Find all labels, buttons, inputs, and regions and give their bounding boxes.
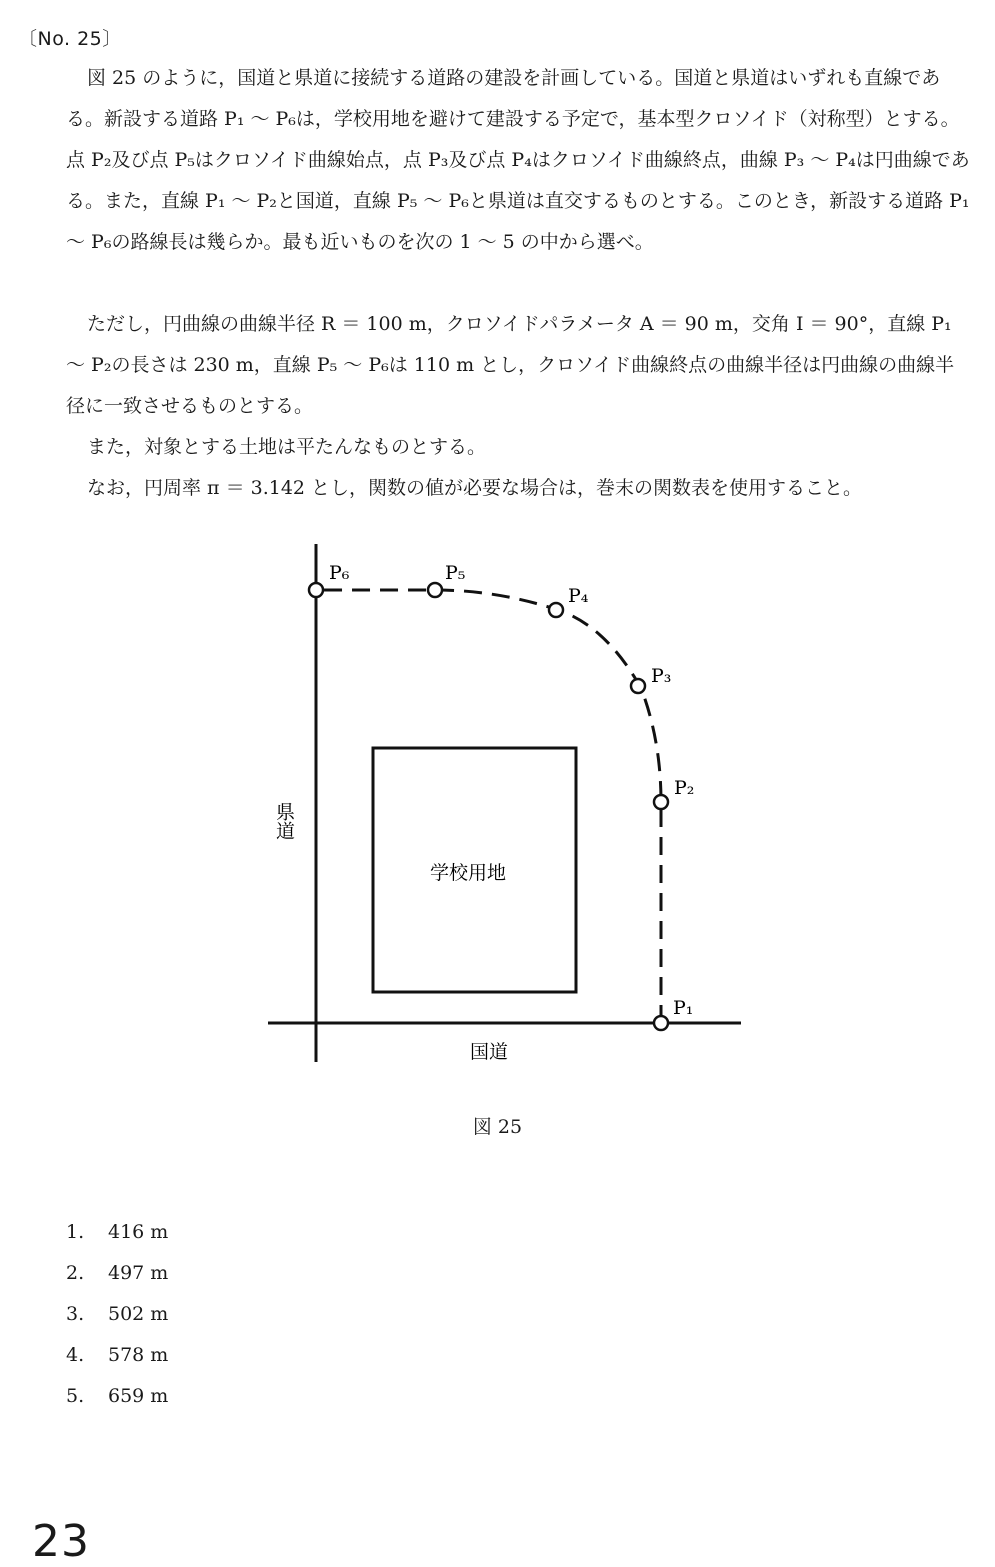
point-p1-marker [654,1016,668,1030]
choice-number: 2. [66,1262,85,1284]
prefectural-road-label: 県道 [273,802,295,840]
page-number: 23 [32,1516,90,1567]
choice-number: 1. [66,1221,85,1243]
answer-choices [66,1212,168,1417]
choice-text: 497 m [108,1262,169,1284]
choice-number: 5. [66,1385,85,1407]
planned-road-path [316,590,661,1023]
figure-25 [260,540,750,1070]
point-p5-marker [428,583,442,597]
question-number: 〔No. 25〕 [18,28,122,50]
choice-text: 416 m [108,1221,169,1243]
problem-statement: 図 25 のように，国道と県道に接続する道路の建設を計画している。国道と県道はいずれも直線である。新設する道路 P₁ ～ P₆は，学校用地を避けて建設する予定で，基本型クロソイド（対称型）とする。点 P₂及び点 P₅はクロソイド曲線始点，点 P₃及び点 P₄はクロソイド曲線終点，曲線 P₃ ～ P₄は円曲線である。また，直線 P₁ ～ P₂と国道，直線 P₅ ～ P₆と県道は直交するものとする。このとき，新設する道路 P₁ ～ P₆の路線長は幾らか。最も近いものを次の 1 ～ 5 の中から選べ。 [66,67,970,253]
point-p4-marker [549,603,563,617]
given-conditions: ただし，円曲線の曲線半径 R ＝ 100 m，クロソイドパラメータ A ＝ 90 m，交角 I ＝ 90°，直線 P₁ ～ P₂の長さは 230 m，直線 P₅ ～ P₆は 110 m とし，クロソイド曲線終点の曲線半径は円曲線の曲線半径に一致させるものとする。 [66,313,955,417]
choice-text: 502 m [108,1303,169,1325]
point-p5-label: P₅ [445,562,466,584]
point-p4-label: P₄ [568,585,589,607]
choice-text: 659 m [108,1385,169,1407]
point-p2-label: P₂ [674,777,695,799]
choice-3[interactable] [66,1294,168,1335]
point-p3-label: P₃ [651,665,672,687]
choice-number: 4. [66,1344,85,1366]
choice-5[interactable] [66,1376,168,1417]
choice-1[interactable] [66,1212,168,1253]
choice-2[interactable] [66,1253,168,1294]
pi-note: なお，円周率 π ＝ 3.142 とし，関数の値が必要な場合は，巻末の関数表を使用すること。 [87,477,863,499]
point-p6-marker [309,583,323,597]
choice-4[interactable] [66,1335,168,1376]
point-p6-label: P₆ [329,562,350,584]
school-site-label: 学校用地 [430,862,507,884]
point-p2-marker [654,795,668,809]
land-condition-note: また，対象とする土地は平たんなものとする。 [87,436,487,458]
choice-number: 3. [66,1303,85,1325]
national-road-label: 国道 [470,1041,509,1063]
point-p1-label: P₁ [673,997,694,1019]
choice-text: 578 m [108,1344,169,1366]
figure-caption: 図 25 [472,1116,523,1138]
point-p3-marker [631,679,645,693]
road-diagram [260,540,750,1070]
